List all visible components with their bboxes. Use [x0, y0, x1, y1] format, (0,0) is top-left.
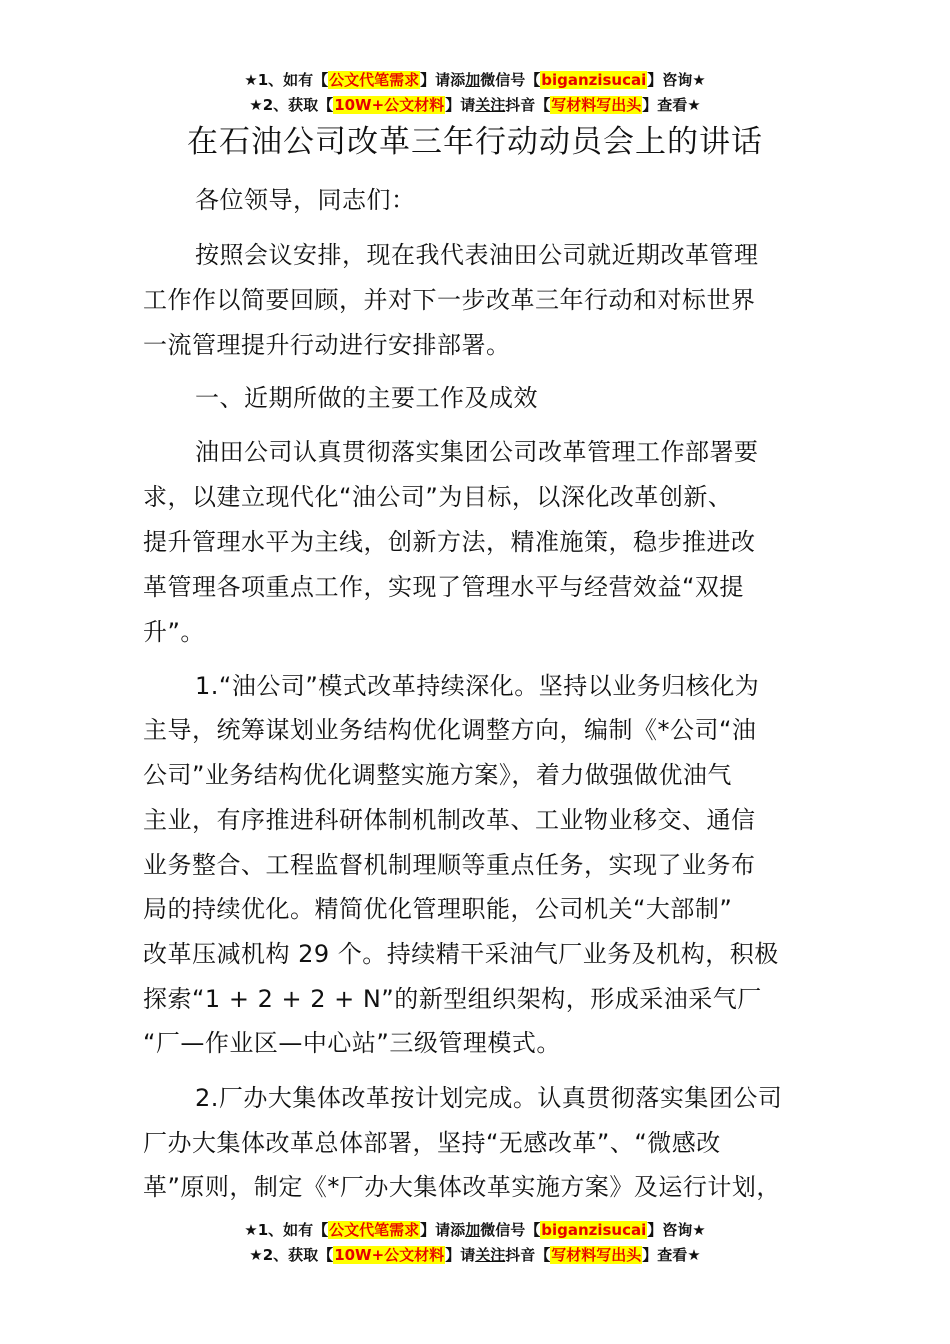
banner-underlined-text: 关注 — [475, 96, 506, 114]
promo-banner-top-line2 — [0, 93, 950, 117]
banner-text: 微信号【 — [480, 71, 541, 89]
banner-highlight-wechat-id: biganzisucai — [541, 71, 647, 89]
paragraph-line: 1.“油公司”模式改革持续深化。坚持以业务归核化为 — [195, 672, 760, 700]
banner-text: 】请 — [445, 96, 476, 114]
paragraph-line: 改革压减机构 29 个。持续精干采油气厂业务及机构，积极 — [143, 940, 779, 968]
paragraph-line: 提升管理水平为主线，创新方法，精准施策，稳步推进改 — [143, 528, 756, 556]
banner-underlined-text: 加 — [465, 71, 481, 89]
paragraph-line: 工作作以简要回顾，并对下一步改革三年行动和对标世界 — [143, 286, 756, 314]
banner-text: 】请添 — [420, 71, 466, 89]
banner-underlined-text: 加 — [465, 1221, 481, 1239]
banner-highlight-douyin-account: 写材料写出头 — [551, 1246, 642, 1264]
banner-text: ★2、获取【 — [249, 96, 334, 114]
banner-text: 】咨询★ — [647, 1221, 706, 1239]
banner-text: ★1、如有【 — [244, 1221, 329, 1239]
document-title: 在石油公司改革三年行动动员会上的讲话 — [187, 124, 763, 160]
promo-banner-bottom-line2 — [0, 1243, 950, 1267]
paragraph-line: 探索“1 + 2 + 2 + N”的新型组织架构，形成采油采气厂 — [143, 985, 762, 1013]
paragraph-line: 2.厂办大集体改革按计划完成。认真贯彻落实集团公司 — [195, 1084, 783, 1112]
banner-highlight: 公文代笔需求 — [329, 71, 420, 89]
paragraph-line: 一流管理提升行动进行安排部署。 — [143, 331, 511, 359]
banner-highlight-douyin-account: 写材料写出头 — [551, 96, 642, 114]
paragraph-line: 业务整合、工程监督机制理顺等重点任务，实现了业务布 — [143, 851, 756, 879]
paragraph-line: 革管理各项重点工作，实现了管理水平与经营效益“双提 — [143, 573, 744, 601]
paragraph-line: 公司”业务结构优化调整实施方案》，着力做强做优油气 — [143, 761, 732, 789]
section-heading: 一、近期所做的主要工作及成效 — [195, 384, 538, 412]
promo-banner-top-line1 — [0, 68, 950, 92]
paragraph-line: 革”原则，制定《*厂办大集体改革实施方案》及运行计划， — [143, 1173, 781, 1201]
banner-text: 抖音【 — [505, 96, 551, 114]
paragraph-line: 主业，有序推进科研体制机制改革、工业物业移交、通信 — [143, 806, 756, 834]
banner-text: ★1、如有【 — [244, 71, 329, 89]
banner-text: ★2、获取【 — [249, 1246, 334, 1264]
banner-highlight: 公文代笔需求 — [329, 1221, 420, 1239]
paragraph-line: 按照会议安排，现在我代表油田公司就近期改革管理 — [195, 241, 759, 269]
banner-text: 】查看★ — [642, 96, 701, 114]
banner-text: 抖音【 — [505, 1246, 551, 1264]
paragraph-line: 油田公司认真贯彻落实集团公司改革管理工作部署要 — [195, 438, 759, 466]
banner-text: 】请添 — [420, 1221, 466, 1239]
banner-text: 】请 — [445, 1246, 476, 1264]
banner-highlight: 10W+公文材料 — [334, 1246, 445, 1264]
banner-text: 】咨询★ — [647, 71, 706, 89]
paragraph-line: 局的持续优化。精简优化管理职能，公司机关“大部制” — [143, 895, 733, 923]
salutation: 各位领导，同志们： — [195, 186, 416, 214]
promo-banner-bottom-line1 — [0, 1218, 950, 1242]
paragraph-line: 厂办大集体改革总体部署，坚持“无感改革”、“微感改 — [143, 1129, 721, 1157]
paragraph-line: 主导，统筹谋划业务结构优化调整方向，编制《*公司“油 — [143, 716, 757, 744]
paragraph-line: 升”。 — [143, 618, 205, 646]
banner-highlight: 10W+公文材料 — [334, 96, 445, 114]
banner-highlight-wechat-id: biganzisucai — [541, 1221, 647, 1239]
banner-text: 微信号【 — [480, 1221, 541, 1239]
banner-text: 】查看★ — [642, 1246, 701, 1264]
paragraph-line: “厂—作业区—中心站”三级管理模式。 — [143, 1029, 561, 1057]
banner-underlined-text: 关注 — [475, 1246, 506, 1264]
paragraph-line: 求，以建立现代化“油公司”为目标，以深化改革创新、 — [143, 483, 733, 511]
